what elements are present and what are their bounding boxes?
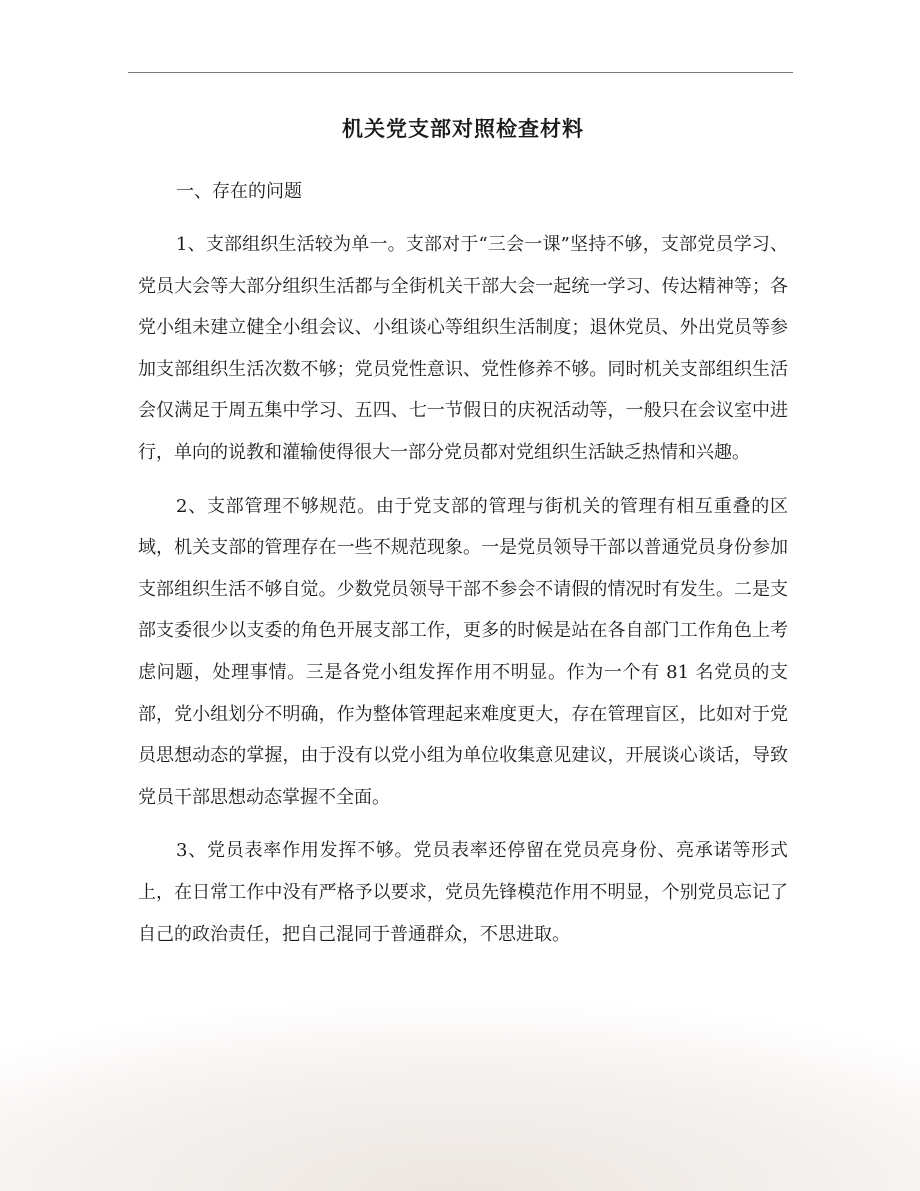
- paragraph-2: 2、支部管理不够规范。由于党支部的管理与街机关的管理有相互重叠的区域，机关支部的管理存在一些不规范现象。一是党员领导干部以普通党员身份参加支部组织生活不够自觉。少数党员领导干部不参会不请假的情况时有发生。二是支部支委很少以支委的角色开展支部工作，更多的时候是站在各自部门工作角色上考虑问题，处理事情。三是各党小组发挥作用不明显。作为一个有 81 名党员的支部，党小组划分不明确，作为整体管理起来难度更大，存在管理盲区，比如对于党员思想动态的掌握，由于没有以党小组为单位收集意见建议，开展谈心谈话，导致党员干部思想动态掌握不全面。: [138, 495, 788, 808]
- section-heading: 一、存在的问题: [176, 181, 302, 202]
- document-body: [138, 110, 788, 955]
- header-rule: [128, 72, 793, 73]
- paragraph-1: 1、支部组织生活较为单一。支部对于“三会一课”坚持不够，支部党员学习、党员大会等大部分组织生活都与全街机关干部大会一起统一学习、传达精神等；各党小组未建立健全小组会议、小组谈心等组织生活制度；退休党员、外出党员等参加支部组织生活次数不够；党员党性意识、党性修养不够。同时机关支部组织生活会仅满足于周五集中学习、五四、七一节假日的庆祝活动等，一般只在会议室中进行，单向的说教和灌输使得很大一部分党员都对党组织生活缺乏热情和兴趣。: [138, 234, 788, 463]
- document-title: 机关党支部对照检查材料: [342, 116, 584, 141]
- paragraph-3: 3、党员表率作用发挥不够。党员表率还停留在党员亮身份、亮承诺等形式上，在日常工作中没有严格予以要求，党员先锋模范作用不明显，个别党员忘记了自己的政治责任，把自己混同于普通群众，不思进取。: [138, 840, 788, 945]
